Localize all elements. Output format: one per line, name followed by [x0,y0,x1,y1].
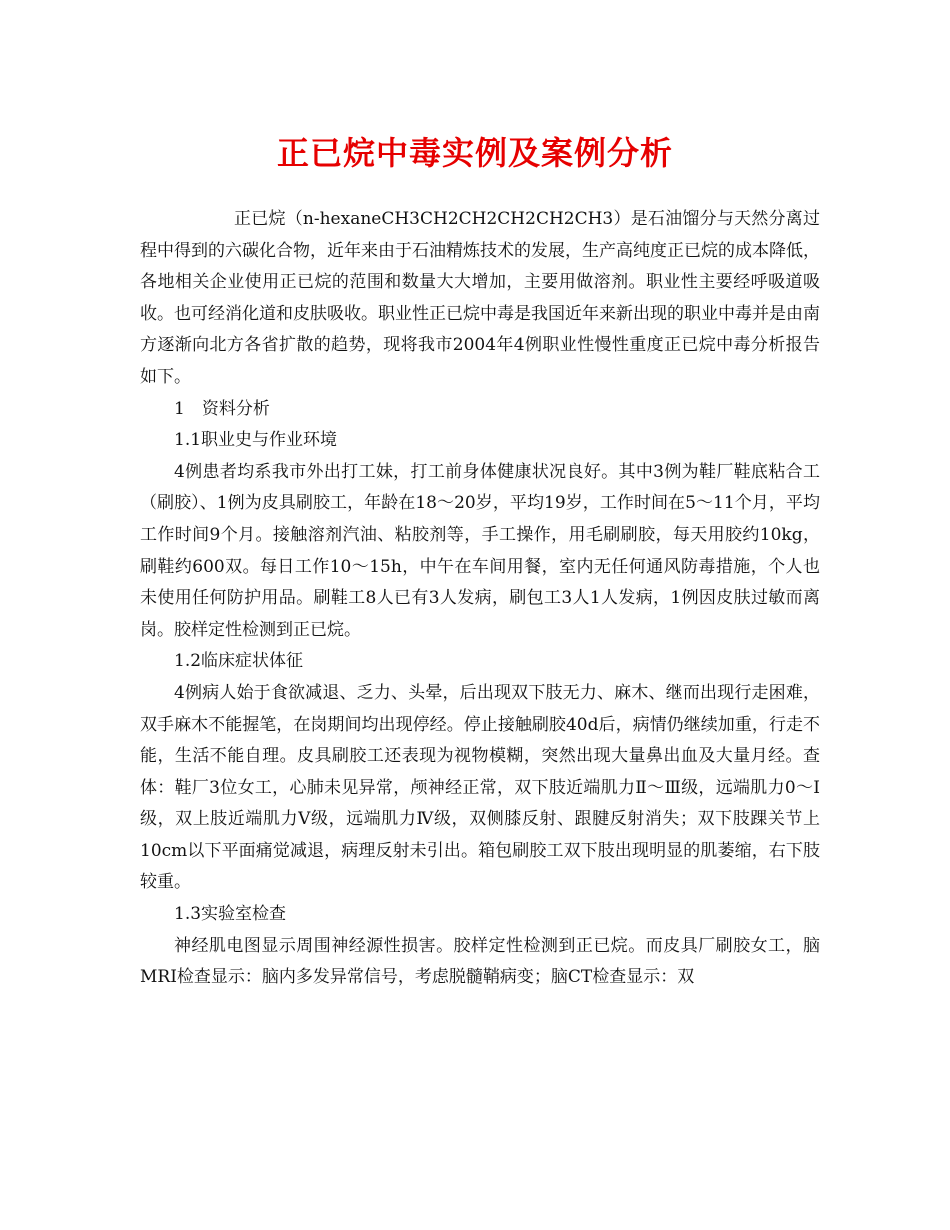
subsection-heading-lab-tests: 1.3实验室检查 [174,904,287,925]
lab-tests-paragraph: 神经肌电图显示周围神经源性损害。胶样定性检测到正已烷。而皮具厂刷胶女工，脑MRI检查显示：脑内多发异常信号，考虑脱髓鞘病变；脑CT检查显示：双 [140,935,820,988]
occupational-history-paragraph: 4例患者均系我市外出打工妹，打工前身体健康状况良好。其中3例为鞋厂鞋底粘合工（刷胶）、1例为皮具刷胶工，年龄在18～20岁，平均19岁，工作时间在5～11个月，平均工作时间9个月。接触溶剂汽油、粘胶剂等，手工操作，用毛刷刷胶，每天用胶约10kg，刷鞋约600双。每日工作10～15h，中午在车间用餐，室内无任何通风防毒措施，个人也未使用任何防护用品。刷鞋工8人已有3人发病，刷包工3人1人发病，1例因皮肤过敏而离岗。胶样定性检测到正已烷。 [140,461,820,640]
subsection-heading-clinical-symptoms: 1.2临床症状体征 [174,651,304,672]
document-title: 正已烷中毒实例及案例分析 [276,134,673,172]
document-body [140,204,820,994]
subsection-heading-occupational-history: 1.1职业史与作业环境 [174,430,338,451]
clinical-symptoms-paragraph: 4例病人始于食欲减退、乏力、头晕，后出现双下肢无力、麻木、继而出现行走困难，双手麻木不能握笔，在岗期间均出现停经。停止接触刷胶40d后，病情仍继续加重，行走不能，生活不能自理。皮具刷胶工还表现为视物模糊，突然出现大量鼻出血及大量月经。查体：鞋厂3位女工，心肺未见异常，颅神经正常，双下肢近端肌力Ⅱ～Ⅲ级，远端肌力0～Ⅰ级，双上肢近端肌力Ⅴ级，远端肌力Ⅳ级，双侧膝反射、跟腱反射消失；双下肢踝关节上10cm以下平面痛觉减退，病理反射未引出。箱包刷胶工双下肢出现明显的肌萎缩，右下肢较重。 [140,682,820,893]
section-heading-materials: 1 资料分析 [174,398,270,419]
intro-paragraph: 正已烷（n-hexaneCH3CH2CH2CH2CH2CH3）是石油馏分与天然分离过程中得到的六碳化合物，近年来由于石油精炼技术的发展，生产高纯度正已烷的成本降低，各地相关企业使用正已烷的范围和数量大大增加，主要用做溶剂。职业性主要经呼吸道吸收。也可经消化道和皮肤吸收。职业性正已烷中毒是我国近年来新出现的职业中毒并是由南方逐渐向北方各省扩散的趋势，现将我市2004年4例职业性慢性重度正已烷中毒分析报告如下。 [140,209,820,387]
